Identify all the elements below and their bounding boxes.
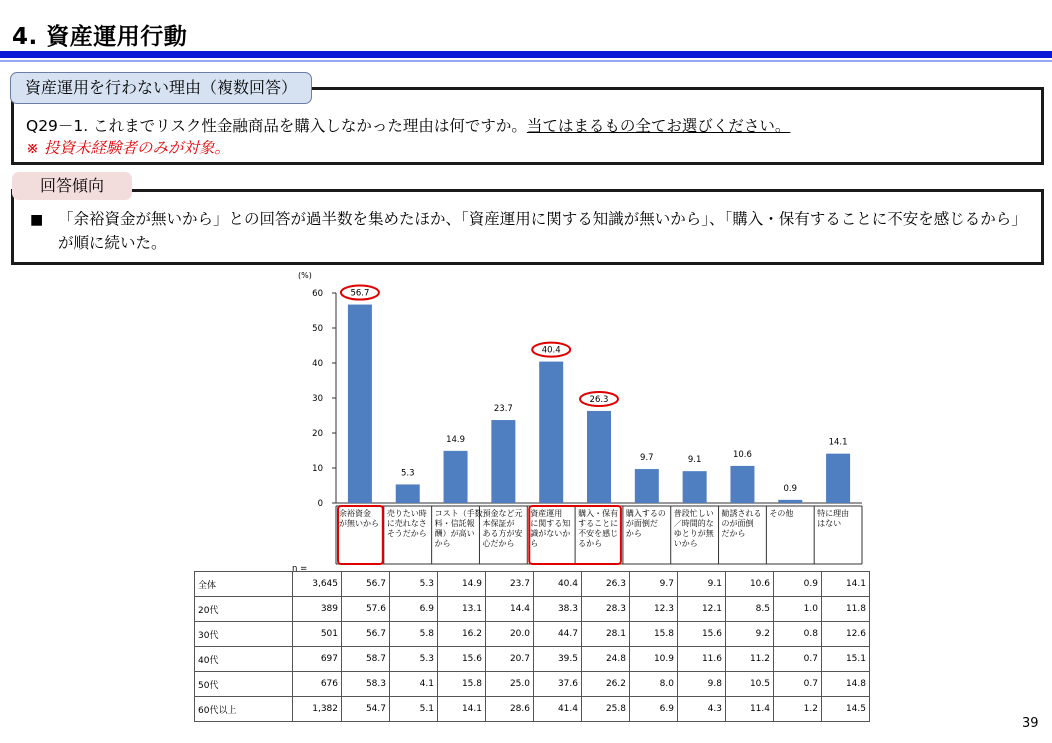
table-cell: 0.7: [774, 647, 822, 672]
table-cell: 28.3: [582, 597, 630, 622]
category-label: ら: [530, 539, 539, 548]
data-label: 9.7: [640, 453, 654, 464]
table-cell: 16.2: [438, 622, 486, 647]
table-cell: 9.8: [678, 672, 726, 697]
category-label: 料・信託報: [434, 519, 475, 528]
row-label: 40代: [195, 647, 293, 672]
sample-size-cell: 501: [293, 622, 342, 647]
y-tick-label: 20: [312, 429, 323, 439]
category-label: 不安を感じ: [578, 529, 619, 538]
table-cell: 14.9: [438, 572, 486, 597]
table-cell: 5.1: [390, 697, 438, 722]
category-label: 購入・保有: [578, 509, 619, 518]
bar: [778, 500, 802, 503]
table-cell: 14.1: [438, 697, 486, 722]
y-tick-label: 50: [312, 324, 323, 334]
data-label: 26.3: [589, 394, 609, 405]
category-label: に関する知: [530, 519, 571, 528]
table-row: [195, 572, 870, 597]
table-cell: 56.7: [342, 622, 390, 647]
category-label: だから: [721, 529, 746, 538]
category-label: 識がないか: [530, 529, 571, 538]
category-label: から: [434, 539, 451, 548]
table-cell: 11.8: [822, 597, 870, 622]
row-label: 30代: [195, 622, 293, 647]
table-cell: 4.3: [678, 697, 726, 722]
bar: [826, 454, 850, 503]
category-label: ある方が安: [482, 529, 523, 538]
data-label: 14.9: [446, 434, 466, 445]
y-axis-unit: (%): [298, 271, 312, 280]
table-cell: 8.0: [630, 672, 678, 697]
table-cell: 6.9: [630, 697, 678, 722]
bar: [348, 305, 372, 503]
category-label: ゆとりが無: [673, 529, 714, 538]
table-cell: 20.7: [486, 647, 534, 672]
table-cell: 23.7: [486, 572, 534, 597]
page-number: 39: [1022, 716, 1039, 731]
table-cell: 41.4: [534, 697, 582, 722]
table-cell: 11.6: [678, 647, 726, 672]
category-label: コスト（手数: [434, 509, 483, 518]
trend-section-tab: 回答傾向: [12, 172, 132, 200]
question-note: ※ 投資未経験者のみが対象。: [26, 139, 230, 157]
table-cell: 58.7: [342, 647, 390, 672]
table-cell: 9.1: [678, 572, 726, 597]
sample-size-cell: 389: [293, 597, 342, 622]
category-label: るから: [578, 539, 603, 548]
table-cell: 37.6: [534, 672, 582, 697]
table-cell: 39.5: [534, 647, 582, 672]
trend-text: 「余裕資金が無いから」との回答が過半数を集めたほか、「資産運用に関する知識が無いから」、「購入・保有することに不安を感じるから」が順に続いた。: [58, 210, 1020, 252]
category-label: 普段忙しい: [673, 509, 714, 518]
table-cell: 13.1: [438, 597, 486, 622]
table-cell: 54.7: [342, 697, 390, 722]
table-cell: 1.2: [774, 697, 822, 722]
data-table: [194, 571, 870, 722]
table-cell: 14.4: [486, 597, 534, 622]
table-cell: 11.2: [726, 647, 774, 672]
table-cell: 5.8: [390, 622, 438, 647]
table-cell: 6.9: [390, 597, 438, 622]
row-label: 20代: [195, 597, 293, 622]
table-cell: 1.0: [774, 597, 822, 622]
category-label: が面倒だ: [625, 519, 658, 528]
table-cell: 0.8: [774, 622, 822, 647]
row-label: 50代: [195, 672, 293, 697]
bar: [587, 411, 611, 503]
category-label: 購入するの: [625, 509, 666, 518]
table-cell: 4.1: [390, 672, 438, 697]
table-cell: 5.3: [390, 572, 438, 597]
category-label: ／時間的な: [673, 519, 714, 528]
table-cell: 8.5: [726, 597, 774, 622]
table-cell: 28.6: [486, 697, 534, 722]
table-cell: 40.4: [534, 572, 582, 597]
y-tick-label: 0: [317, 499, 323, 509]
bullet-icon: ■: [30, 212, 44, 228]
table-cell: 9.2: [726, 622, 774, 647]
table-cell: 14.8: [822, 672, 870, 697]
category-label: その他: [769, 509, 794, 518]
bar: [683, 471, 707, 503]
table-row: [195, 697, 870, 722]
data-label: 5.3: [400, 468, 415, 479]
table-cell: 12.1: [678, 597, 726, 622]
sample-size-label: n =: [292, 564, 308, 574]
bar: [444, 451, 468, 503]
table-cell: 28.1: [582, 622, 630, 647]
page-title: 4. 資産運用行動: [12, 24, 188, 50]
data-label: 14.1: [828, 437, 848, 448]
category-label: いから: [673, 539, 698, 548]
table-cell: 15.8: [630, 622, 678, 647]
table-cell: 56.7: [342, 572, 390, 597]
sample-size-cell: 3,645: [293, 572, 342, 597]
table-cell: 5.3: [390, 647, 438, 672]
category-label: 本保証が: [482, 519, 515, 528]
table-row: [195, 647, 870, 672]
category-label: 心だから: [482, 539, 515, 548]
table-cell: 25.0: [486, 672, 534, 697]
table-cell: 44.7: [534, 622, 582, 647]
category-label: 酬）が高い: [434, 529, 475, 538]
y-tick-label: 60: [312, 289, 323, 299]
sample-size-cell: 697: [293, 647, 342, 672]
table-cell: 12.3: [630, 597, 678, 622]
table-cell: 0.7: [774, 672, 822, 697]
table-row: [195, 597, 870, 622]
table-cell: 15.6: [678, 622, 726, 647]
data-label: 56.7: [350, 288, 370, 299]
question-section-tab: 資産運用を行わない理由（複数回答）: [10, 72, 312, 104]
table-cell: 9.7: [630, 572, 678, 597]
category-label: 預金など元: [482, 509, 523, 518]
category-label: そうだから: [386, 529, 427, 538]
table-cell: 57.6: [342, 597, 390, 622]
row-label: 全体: [195, 572, 293, 597]
category-label: のが面倒: [721, 519, 754, 528]
table-cell: 15.6: [438, 647, 486, 672]
question-emphasis: 当てはまるもの全てお選びください。: [526, 117, 791, 135]
category-label: 売りたい時: [386, 509, 427, 518]
category-label: することに: [578, 519, 619, 528]
category-label: 勧誘される: [721, 509, 762, 518]
bar: [396, 484, 420, 503]
table-cell: 0.9: [774, 572, 822, 597]
table-row: [195, 622, 870, 647]
table-cell: 14.1: [822, 572, 870, 597]
category-label: に売れなさ: [386, 519, 427, 528]
sample-size-cell: 1,382: [293, 697, 342, 722]
table-cell: 10.6: [726, 572, 774, 597]
row-label: 60代以上: [195, 697, 293, 722]
category-label: 資産運用: [530, 509, 563, 518]
table-cell: 26.3: [582, 572, 630, 597]
data-label: 9.1: [687, 455, 702, 466]
table-cell: 24.8: [582, 647, 630, 672]
table-row: [195, 672, 870, 697]
y-tick-label: 10: [312, 464, 323, 474]
table-cell: 11.4: [726, 697, 774, 722]
question-main: Q29－1. これまでリスク性金融商品を購入しなかった理由は何ですか。: [26, 117, 527, 135]
bar: [539, 362, 563, 503]
table-cell: 10.5: [726, 672, 774, 697]
category-label: はない: [817, 519, 842, 528]
data-label: 0.9: [783, 483, 798, 494]
table-cell: 10.9: [630, 647, 678, 672]
data-label: 40.4: [541, 345, 561, 356]
bar: [491, 420, 515, 503]
category-label: が無いから: [339, 519, 379, 528]
table-cell: 58.3: [342, 672, 390, 697]
y-tick-label: 40: [312, 359, 323, 369]
table-cell: 38.3: [534, 597, 582, 622]
table-cell: 20.0: [486, 622, 534, 647]
category-label: 余裕資金: [339, 509, 371, 518]
bar: [635, 469, 659, 503]
sample-size-cell: 676: [293, 672, 342, 697]
table-cell: 25.8: [582, 697, 630, 722]
bar: [730, 466, 754, 503]
y-tick-label: 30: [312, 394, 323, 404]
category-label: から: [625, 529, 642, 538]
category-label: 特に理由: [817, 509, 850, 518]
table-cell: 15.1: [822, 647, 870, 672]
data-label: 23.7: [493, 404, 513, 415]
data-label: 10.6: [732, 449, 752, 460]
table-cell: 26.2: [582, 672, 630, 697]
table-cell: 12.6: [822, 622, 870, 647]
table-cell: 14.5: [822, 697, 870, 722]
table-cell: 15.8: [438, 672, 486, 697]
